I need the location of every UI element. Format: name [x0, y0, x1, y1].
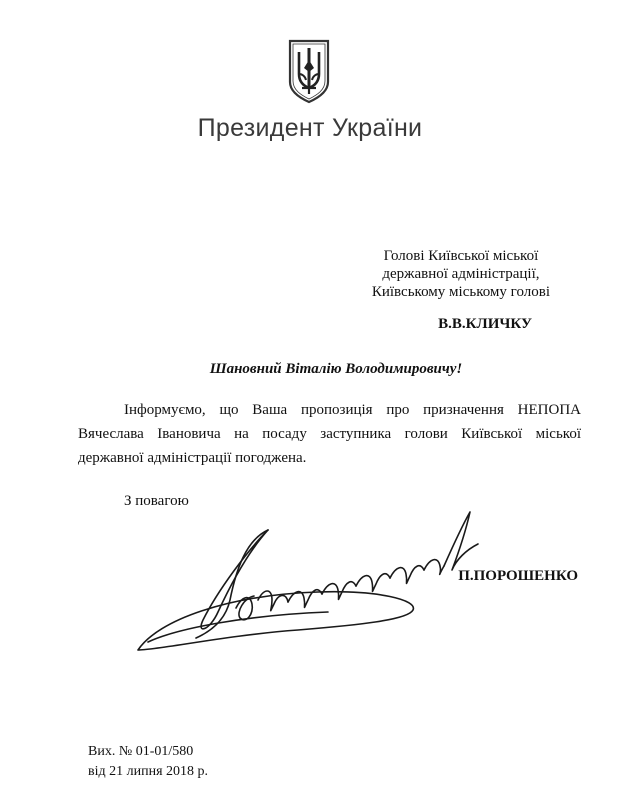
addressee-line: Голові Київської міської: [383, 248, 539, 264]
letter-date: від 21 липня 2018 р.: [88, 764, 209, 779]
salutation: Шановний Віталію Володимировичу!: [209, 361, 463, 377]
registration-block: [88, 742, 208, 782]
tryzub-emblem-icon: [286, 38, 332, 104]
handwritten-signature: [118, 500, 498, 670]
addressee-line: Київському міському голові: [371, 284, 550, 300]
signatory-name: П.ПОРОШЕНКО: [458, 568, 578, 584]
addressee-block: [372, 247, 550, 301]
outgoing-number: Вих. № 01-01/580: [88, 744, 194, 759]
letter-body: Інформуємо, що Ваша пропозиція про призначення НЕПОПА Вячеслава Івановича на посаду заступника голови Київської міської державної адміністрації погоджена.: [78, 402, 581, 466]
addressee-line: державної адміністрації,: [382, 266, 540, 282]
addressee-name: В.В.КЛИЧКУ: [438, 316, 532, 332]
closing-phrase: З повагою: [124, 493, 189, 509]
header-title: Президент України: [197, 114, 423, 142]
